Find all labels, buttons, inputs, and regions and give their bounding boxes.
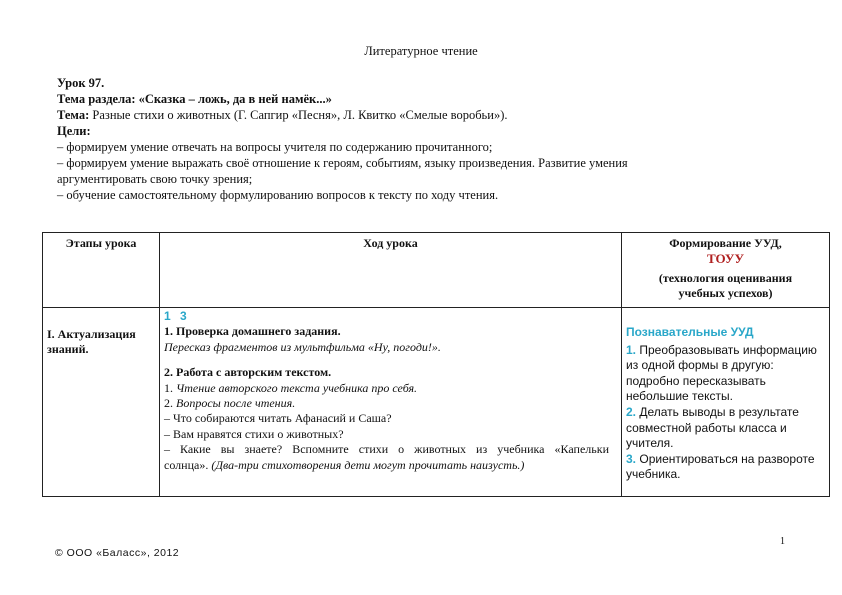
uud-item-line: совместной работы класса и [626, 420, 787, 435]
color-marker: 1 3 [164, 309, 190, 323]
table-divider [43, 307, 829, 308]
uud-item-line: 2. Делать выводы в результате [626, 404, 799, 419]
section-line [57, 92, 332, 107]
goal-line: аргументировать свою точку зрения; [57, 172, 253, 186]
topic-value: Разные стихи о животных (Г. Сапгир «Песня», Л. Квитко «Смелые воробьи»). [92, 108, 508, 122]
uud-item [626, 343, 828, 405]
goal-line: – формируем умение выражать своё отношение к героям, событиям, языку произведения. Развитие умения [57, 156, 628, 170]
touu-label: ТОУУ [707, 251, 744, 267]
uud-item-number: 3. [626, 451, 637, 466]
uud-item-line: подробно пересказывать [626, 373, 766, 388]
task-title: 1. Проверка домашнего задания. [164, 324, 341, 339]
table-divider [159, 233, 160, 496]
question: – Вам нравятся стихи о животных? [164, 426, 344, 441]
task-text: Пересказ фрагментов из мультфильма «Ну, погоди!». [164, 339, 441, 354]
lesson-number: Урок 97. [57, 76, 105, 90]
stage-cell: I. Актуализация знаний. [47, 327, 136, 357]
lesson-flow-cell [164, 309, 619, 473]
uud-item-line: небольшие тексты. [626, 389, 733, 404]
goal-line: – формируем умение отвечать на вопросы учителя по содержанию прочитанного; [57, 140, 493, 154]
column-header-stages: Этапы урока [65, 236, 137, 250]
page-number: 1 [780, 536, 785, 547]
question: – Что собираются читать Афанасий и Саша? [164, 411, 392, 426]
question: солнца». (Два-три стихотворения дети могут прочитать наизусть.) [164, 457, 525, 472]
uud-item-number: 1. [626, 342, 637, 357]
column-header-uud: Формирование УУД, ТОУУ (технология оценивания учебных успехов) [622, 236, 829, 302]
topic-label: Тема: [57, 108, 90, 122]
uud-title: Познавательные УУД [626, 325, 754, 339]
uud-list [626, 343, 828, 483]
section-label: Тема раздела: [57, 92, 136, 106]
section-value: «Сказка – ложь, да в ней намёк...» [138, 92, 332, 106]
copyright: © ООО «Баласс», 2012 [55, 547, 180, 559]
task-item: 1. Чтение авторского текста учебника про себя. [164, 380, 418, 395]
column-header-lesson-flow: Ход урока [363, 236, 418, 250]
uud-item-line: учебника. [626, 467, 681, 482]
uud-item-line: из одной формы в другую: [626, 358, 774, 373]
document-title: Литературное чтение [364, 44, 478, 58]
uud-item [626, 405, 828, 452]
uud-item-line: 3. Ориентироваться на развороте [626, 451, 815, 466]
question: – Какие вы знаете? Вспомните стихи о животных из учебника «Капельки [164, 442, 609, 457]
goal-line: – обучение самостоятельному формулированию вопросов к тексту по ходу чтения. [57, 188, 499, 202]
lesson-table [42, 232, 830, 497]
topic-line [57, 108, 507, 123]
goals-label: Цели: [57, 124, 91, 138]
uud-item-number: 2. [626, 404, 637, 419]
uud-item [626, 452, 828, 483]
uud-item-line: учителя. [626, 436, 674, 451]
task-title: 2. Работа с авторским текстом. [164, 365, 332, 380]
uud-item-line: 1. Преобразовывать информацию [626, 342, 817, 357]
uud-cell [626, 325, 828, 483]
task-item: 2. Вопросы после чтения. [164, 396, 296, 411]
